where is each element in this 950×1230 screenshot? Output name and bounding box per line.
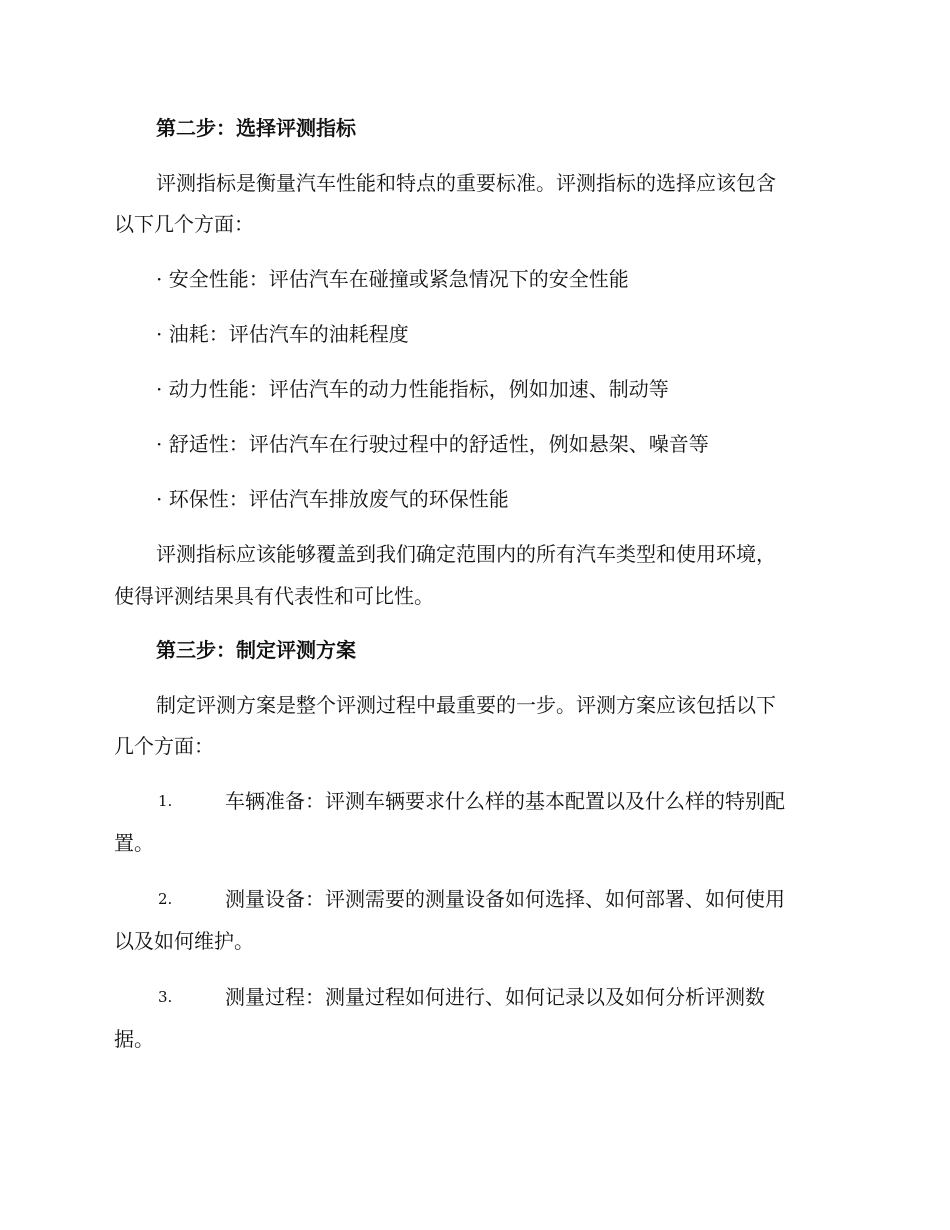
bullet-item-safety: · 安全性能：评估汽车在碰撞或紧急情况下的安全性能: [156, 267, 629, 291]
list-item-text: 车辆准备：评测车辆要求什么样的基本配置以及什么样的特别配: [225, 789, 785, 813]
section-heading-step-3: 第三步：制定评测方案: [156, 638, 356, 662]
list-item-text: 以及如何维护。: [114, 929, 254, 953]
list-item-text: 置。: [114, 831, 154, 855]
paragraph-line: 以下几个方面：: [114, 212, 254, 236]
paragraph-line: 制定评测方案是整个评测过程中最重要的一步。评测方案应该包括以下: [156, 693, 776, 717]
list-number: 2.: [158, 890, 173, 908]
paragraph-line: 评测指标是衡量汽车性能和特点的重要标准。评测指标的选择应该包含: [156, 171, 776, 195]
bullet-item-comfort: · 舒适性：评估汽车在行驶过程中的舒适性，例如悬架、噪音等: [156, 432, 709, 456]
paragraph-line: 使得评测结果具有代表性和可比性。: [114, 584, 434, 608]
bullet-item-power: · 动力性能：评估汽车的动力性能指标，例如加速、制动等: [156, 377, 669, 401]
bullet-item-fuel: · 油耗：评估汽车的油耗程度: [156, 322, 409, 346]
section-heading-step-2: 第二步：选择评测指标: [156, 116, 356, 140]
paragraph-line: 几个方面：: [114, 734, 214, 758]
list-item-text: 测量过程：测量过程如何进行、如何记录以及如何分析评测数: [225, 985, 765, 1009]
list-number: 3.: [158, 988, 173, 1006]
list-item-text: 据。: [114, 1027, 154, 1051]
list-number: 1.: [158, 792, 173, 810]
paragraph-line: 评测指标应该能够覆盖到我们确定范围内的所有汽车类型和使用环境，: [156, 542, 776, 566]
list-item-text: 测量设备：评测需要的测量设备如何选择、如何部署、如何使用: [225, 887, 785, 911]
bullet-item-environment: · 环保性：评估汽车排放废气的环保性能: [156, 487, 509, 511]
